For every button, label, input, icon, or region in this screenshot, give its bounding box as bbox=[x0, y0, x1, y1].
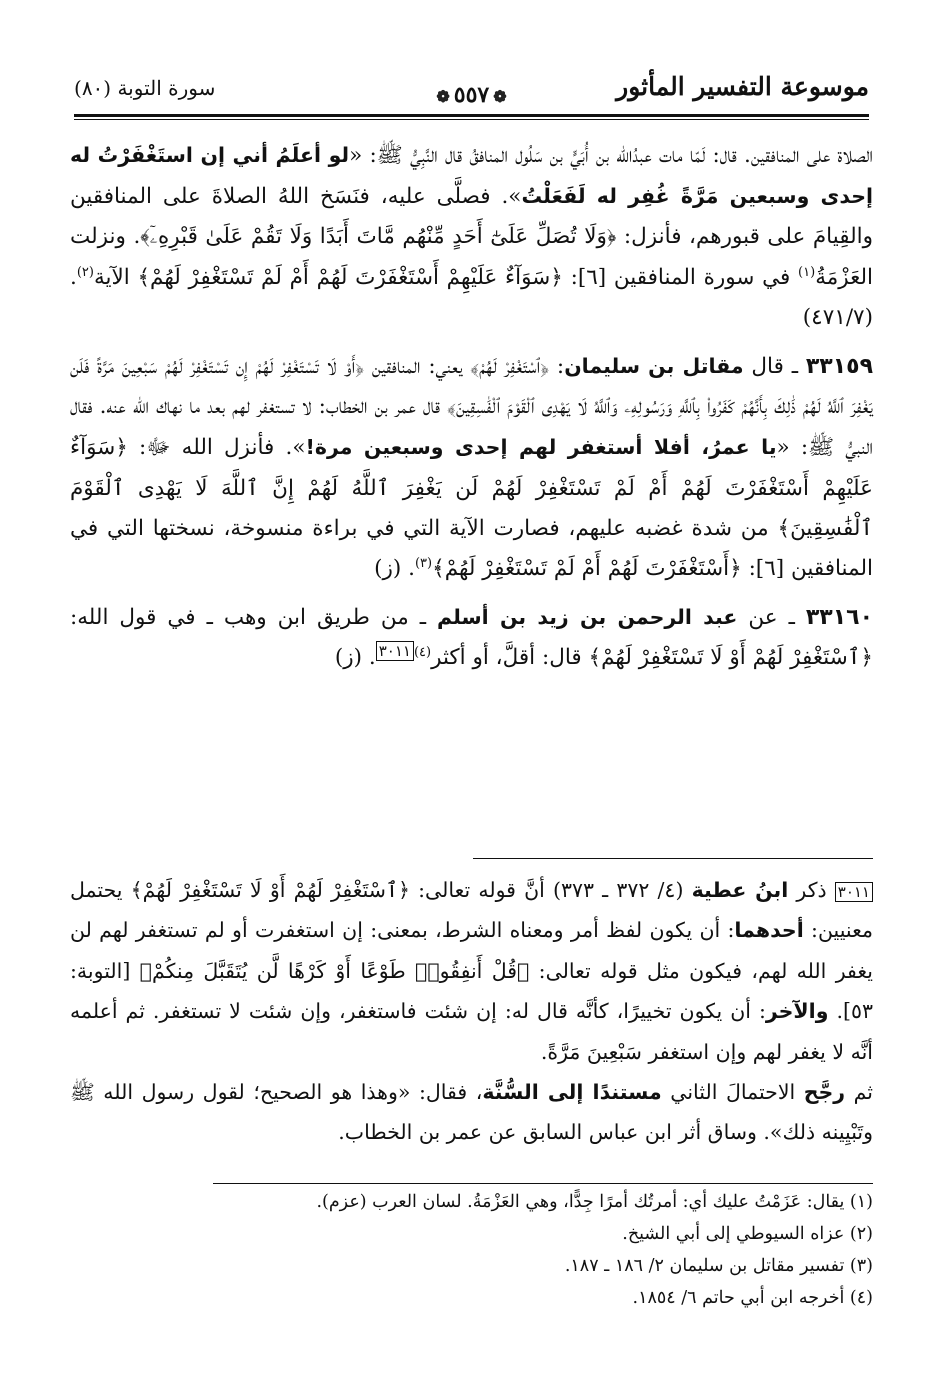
footnote-ref[interactable]: (١) bbox=[798, 264, 816, 280]
text-span: الاحتمالَ الثاني bbox=[661, 1080, 804, 1105]
narration-33160 bbox=[70, 597, 873, 678]
keyword: والآخر bbox=[765, 999, 829, 1024]
ornament-icon: ❁ bbox=[493, 87, 507, 106]
text-span: الصلاة على المنافقين. قال: لَمّا مات عبدُالله بن أُبَيٍّ بن سَلُول المنافقُ قال النَّبِيُّ ﷺ: « bbox=[349, 143, 873, 168]
ornament-icon: ❁ bbox=[436, 87, 450, 106]
text-span: ثم bbox=[845, 1080, 874, 1105]
commentary-box-number: ٣٠١١ bbox=[835, 882, 873, 902]
book-title: موسوعة التفسير المأثور bbox=[616, 72, 869, 101]
text-span: (٤/ ٣٧٢ ـ ٣٧٣) أنَّ قوله تعالى: ﴿ٱسْتَغْفِرْ لَهُمْ أَوْ لَا تَسْتَغْفِرْ لَهُمْ﴾ يحتمل معنيين: bbox=[70, 878, 873, 943]
scholar-name: ابنُ عطية bbox=[691, 878, 789, 902]
narrator-name: عبد الرحمن بن زيد بن أسلم bbox=[437, 605, 738, 630]
main-text bbox=[70, 135, 873, 679]
header-rule bbox=[74, 114, 869, 117]
footnote-item: (١) يقال: عَزَمْتُ عليك أي: أمرتُك أمرًا جِدًّا، وهي العَزْمَةُ. لسان العرب (عزم). bbox=[316, 1192, 873, 1212]
keyword: رجَّح bbox=[803, 1080, 846, 1105]
narrator-name: مقاتل بن سليمان bbox=[564, 354, 744, 379]
footnote-ref[interactable]: (٤) bbox=[413, 645, 432, 661]
text-span: . (ز) bbox=[374, 556, 415, 582]
keyword: أحدهما bbox=[734, 918, 804, 943]
paragraph-continuation bbox=[70, 135, 873, 338]
text-span: : أن يكون تخييرًا، كأنَّه قال له: إن شئت فاستغفر، وإن شئت لا تستغفر. ثم أعلمه أنَّه لا يغفر لهم وإن استغفر سَبْعِينَ مَرَّةً. bbox=[70, 999, 873, 1064]
text-span: في سورة المنافقين [٦]: ﴿سَوَآءٌ عَلَيْهِمْ أَسْتَغْفَرْتَ لَهُمْ أَمْ لَمْ تَسْتَغْفِرْ لَهُمْ﴾ الآية bbox=[93, 264, 799, 290]
footnote-item: (٣) تفسير مقاتل بن سليمان ٢/ ١٨٦ ـ ١٨٧. bbox=[564, 1256, 873, 1276]
footnote-separator bbox=[213, 1183, 873, 1184]
text-span: ذكر bbox=[788, 878, 835, 902]
footnote-ref[interactable]: (٢) bbox=[76, 264, 94, 280]
page-header bbox=[74, 66, 869, 114]
surah-label: سورة التوبة (٨٠) bbox=[74, 76, 216, 100]
narration-number: ٣٣١٦٠ bbox=[805, 605, 874, 631]
page-number-text: ٥٥٧ bbox=[453, 82, 490, 108]
footnote-item: (٤) أخرجه ابن أبي حاتم ٦/ ١٨٥٤. bbox=[632, 1288, 873, 1308]
hadith-quote: لو أعلَمُ أني إن استَغْفَرْتُ له إحدى وسبعين مَرَّةً غُفِر له لَفَعَلْتُ bbox=[70, 143, 873, 209]
text-span: ـ قال bbox=[743, 354, 806, 380]
text-span: ». فصلَّى عليه، فنَسَخ اللهُ الصلاةَ على المنافقين والقِيامَ على قبورهم، فأنزل: ﴿وَلَا تُصَلِّ عَلَىٰٓ أَحَدٍ مِّنْهُم مَّاتَ أَبَدًا وَلَا تَقُمْ عَلَىٰ قَبْرِهِۦٓ﴾. ونزلت العَزْمَةُ bbox=[70, 184, 873, 290]
text-span: ـ عن bbox=[737, 605, 806, 631]
text-span: : أن يكون لفظ أمر ومعناه الشرط، بمعنى: إن استغفرت أو لم تستغفر لهم لن يغفر الله لهم، فيكون مثل قوله تعالى: ﴿قُلْ أَنفِقُوا۟ طَوْعًا أَوْ كَرْهًا لَّن يُتَقَبَّلَ مِنكُمْ﴾ [التوبة: ٥٣]. bbox=[70, 918, 873, 1024]
commentary-paragraph bbox=[70, 1072, 873, 1153]
keyword: مستندًا إلى السُّنَّة bbox=[482, 1080, 662, 1105]
hadith-quote: يا عمرُ، أفلا أستغفر لهم إحدى وسبعين مرة! bbox=[305, 435, 777, 460]
commentary-paragraph bbox=[70, 870, 873, 1072]
footnote-ref[interactable]: (٣) bbox=[414, 555, 433, 571]
narration-33159 bbox=[70, 346, 873, 589]
text-span: . (ز) bbox=[334, 645, 376, 671]
text-span: ـ من طريق ابن وهب ـ في قول الله: ﴿ٱسْتَغْفِرْ لَهُمْ أَوْ لَا تَسْتَغْفِرْ لَهُمْ﴾ قال: أقلَّ، أو أكثر bbox=[70, 605, 873, 671]
header-rule-thin bbox=[74, 119, 869, 120]
footnotes bbox=[70, 1186, 873, 1314]
commentary-section bbox=[70, 870, 873, 1153]
commentary-separator bbox=[473, 858, 873, 859]
text-span: ، فقال: «وهذا هو الصحيح؛ لقول رسول الله ﷺ وتَبْيِينه ذلك». وساق أثر ابن عباس السابق عن عمر بن الخطاب. bbox=[70, 1080, 873, 1145]
footnote-item: (٢) عزاه السيوطي إلى أبي الشيخ. bbox=[622, 1224, 873, 1244]
text-span: . (٤٧١/٧) bbox=[70, 264, 873, 330]
commentary-ref-box[interactable]: ٣٠١١ bbox=[376, 641, 414, 661]
text-span: ». فأنزل الله ﷻ: ﴿سَوَآءٌ عَلَيْهِمْ أَسْتَغْفَرْتَ لَهُمْ أَمْ لَمْ تَسْتَغْفِرْ لَهُمْ لَن يَغْفِرَ ٱللَّهُ لَهُمْ إِنَّ ٱللَّهَ لَا يَهْدِى ٱلْقَوْمَ ٱلْفَٰسِقِينَ﴾ من شدة غضبه عليهم، فصارت الآية التي في براءة منسوخة، نسختها التي في المنافقين [٦]: ﴿أَسْتَغْفَرْتَ لَهُمْ أَمْ لَمْ تَسْتَغْفِرْ لَهُمْ﴾ bbox=[70, 435, 873, 582]
narration-number: ٣٣١٥٩ bbox=[805, 354, 873, 380]
text-span: : ﴿ٱسْتَغْفِرْ لَهُمْ﴾ يعني: المنافقين ﴿أَوْ لَا تَسْتَغْفِرْ لَهُمْ إِن تَسْتَغْفِرْ لَهُمْ سَبْعِينَ مَرَّةً فَلَن يَغْفِرَ ٱللَّهُ لَهُمْ ذَٰلِكَ بِأَنَّهُمْ كَفَرُوا۟ بِٱللَّهِ وَرَسُولِهِۦ وَٱللَّهُ لَا يَهْدِى ٱلْقَوْمَ ٱلْفَٰسِقِينَ﴾ قال عمر بن الخطاب: لا تستغفر لهم بعد ما نهاك الله عنه. فقال النبيُّ ﷺ: « bbox=[70, 354, 873, 461]
